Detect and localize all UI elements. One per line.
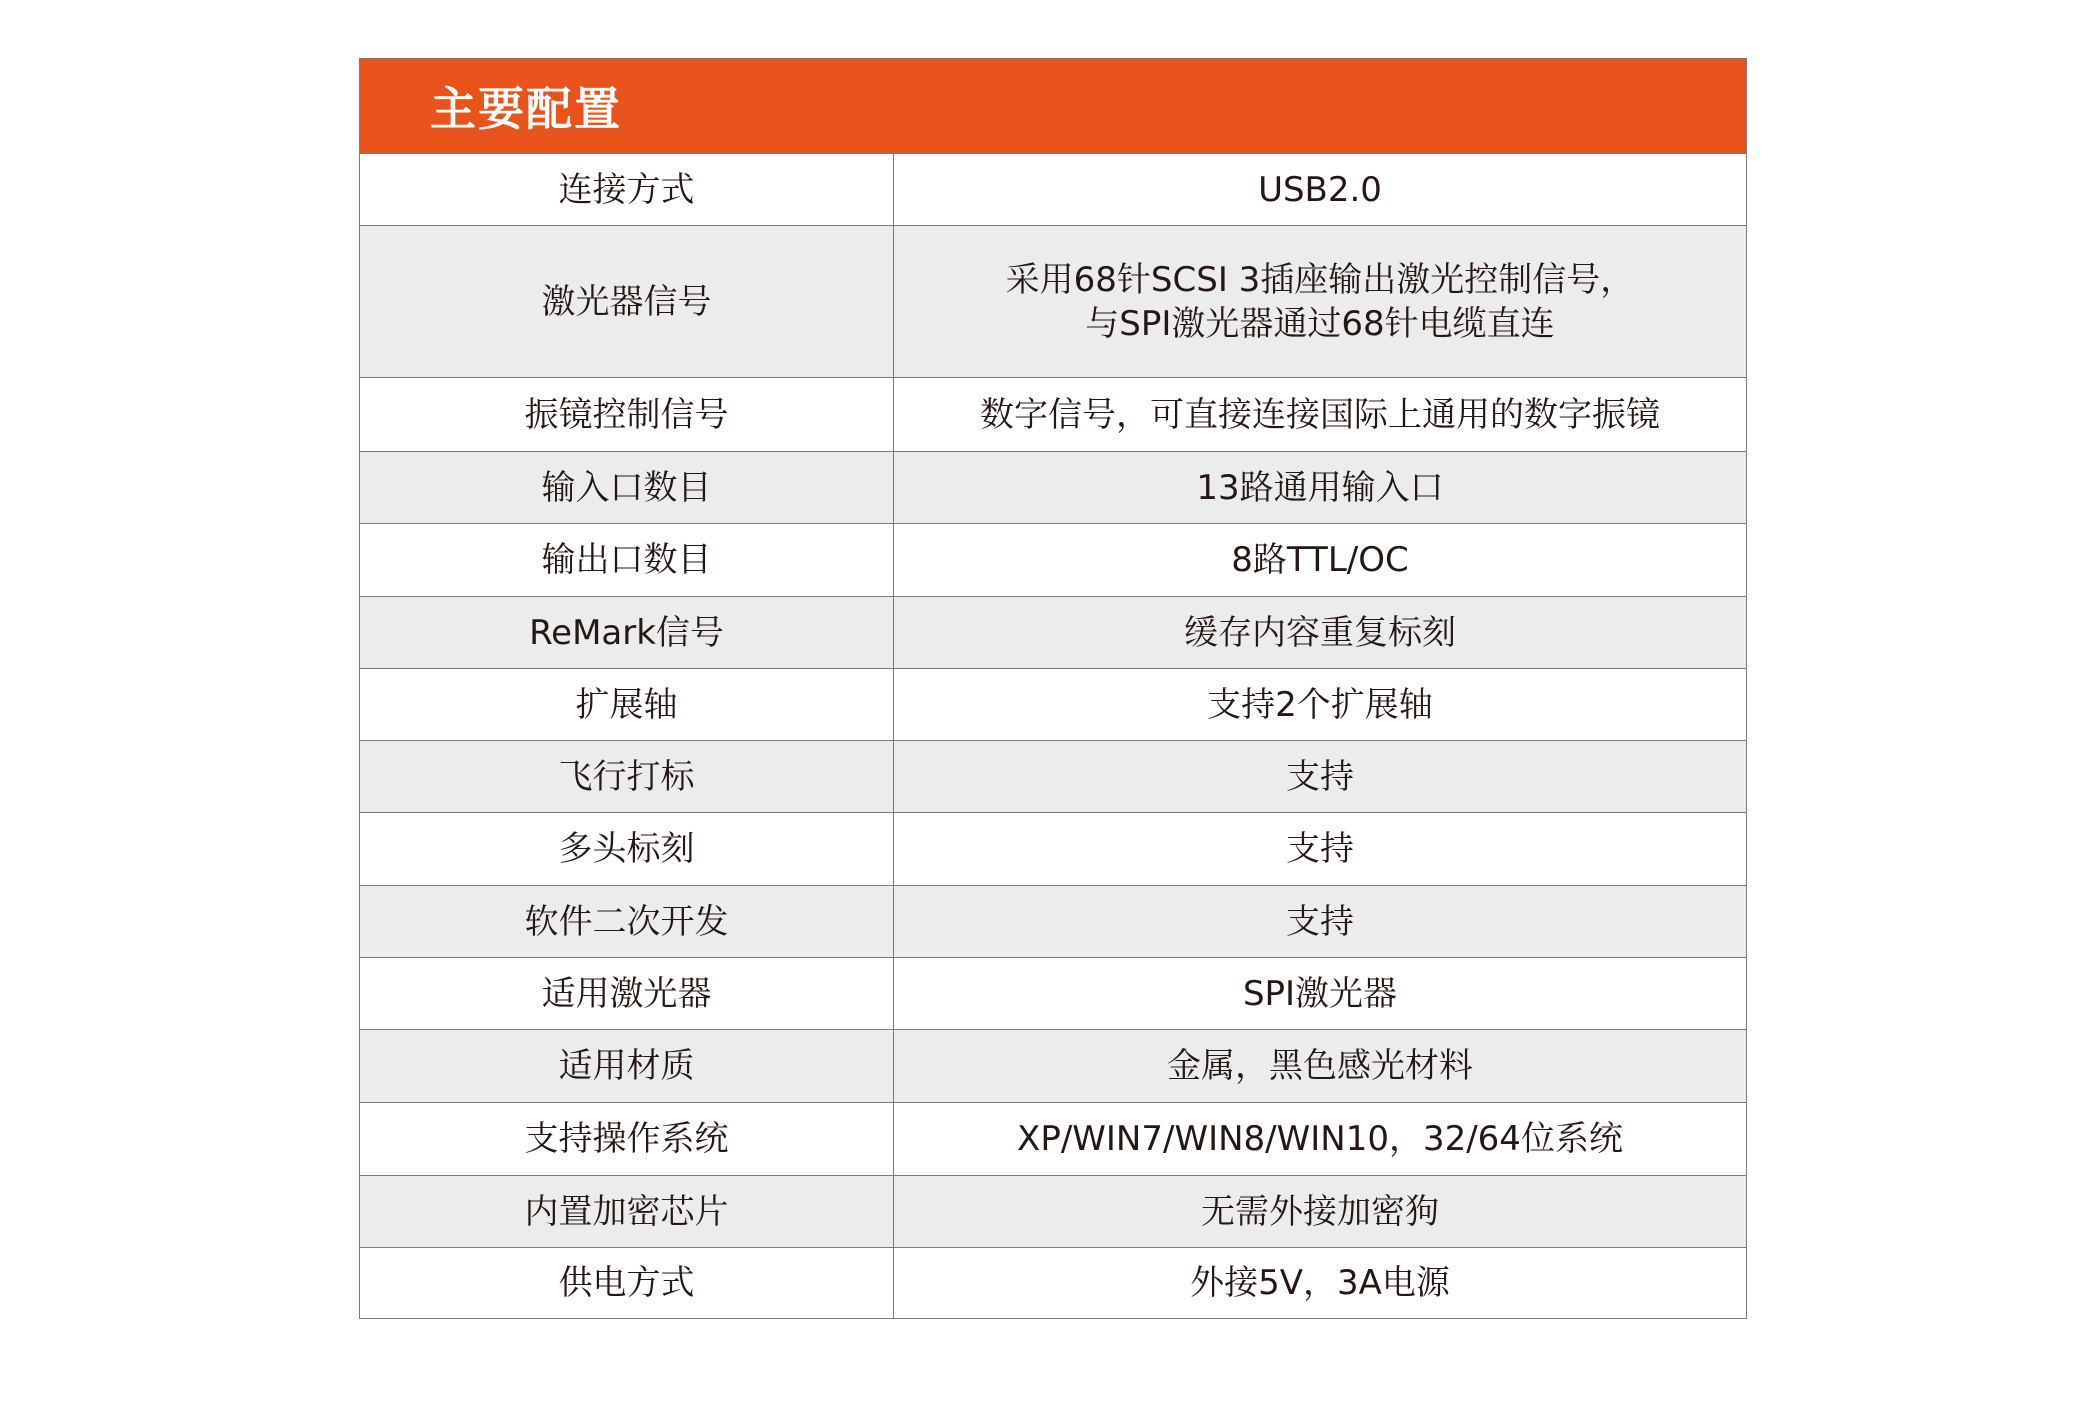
spec-value [894, 226, 1747, 378]
spec-value [894, 1176, 1747, 1248]
spec-label: 输出口数目 [360, 524, 894, 597]
table-row [360, 1103, 1747, 1176]
spec-value-line: 支持 [1286, 901, 1354, 942]
spec-value-line: 13路通用输入口 [1196, 467, 1444, 508]
spec-value-line: 缓存内容重复标刻 [1184, 612, 1456, 653]
table-row [360, 226, 1747, 378]
spec-label: 多头标刻 [360, 813, 894, 886]
table-row [360, 378, 1747, 452]
table-row [360, 524, 1747, 597]
spec-value [894, 1030, 1747, 1103]
spec-value [894, 597, 1747, 669]
spec-value-line: 金属，黑色感光材料 [1167, 1046, 1473, 1086]
spec-label: ReMark信号 [360, 597, 894, 669]
spec-value [894, 524, 1747, 597]
spec-value [894, 813, 1747, 886]
table-row [360, 813, 1747, 886]
spec-label: 供电方式 [360, 1248, 894, 1319]
table-row [360, 597, 1747, 669]
spec-value-line: 8路TTL/OC [1231, 540, 1409, 580]
table-row [360, 669, 1747, 741]
table-row [360, 1030, 1747, 1103]
spec-table [359, 58, 1747, 1319]
spec-value-line: 与SPI激光器通过68针电缆直连 [1085, 303, 1555, 344]
table-row [360, 886, 1747, 958]
spec-value [894, 669, 1747, 741]
spec-label: 扩展轴 [360, 669, 894, 741]
spec-value-line: 外接5V，3A电源 [1190, 1263, 1450, 1303]
spec-body [360, 154, 1747, 1319]
spec-value-line: XP/WIN7/WIN8/WIN10，32/64位系统 [1017, 1119, 1623, 1159]
table-row [360, 452, 1747, 524]
spec-value-line: 支持2个扩展轴 [1207, 684, 1433, 725]
spec-label: 连接方式 [360, 154, 894, 226]
spec-value-line: 支持 [1286, 756, 1354, 797]
table-row [360, 958, 1747, 1030]
spec-label: 适用材质 [360, 1030, 894, 1103]
table-row [360, 741, 1747, 813]
spec-label: 激光器信号 [360, 226, 894, 378]
table-row [360, 1176, 1747, 1248]
spec-label: 飞行打标 [360, 741, 894, 813]
table-title: 主要配置 [430, 82, 622, 136]
spec-label: 输入口数目 [360, 452, 894, 524]
spec-value [894, 378, 1747, 452]
spec-label: 适用激光器 [360, 958, 894, 1030]
spec-value-line: 采用68针SCSI 3插座输出激光控制信号， [1005, 259, 1635, 300]
spec-value-line: 支持 [1286, 829, 1354, 869]
spec-label: 支持操作系统 [360, 1103, 894, 1176]
spec-label: 振镜控制信号 [360, 378, 894, 452]
table-row [360, 1248, 1747, 1319]
table-row [360, 154, 1747, 226]
spec-value [894, 958, 1747, 1030]
spec-value [894, 1248, 1747, 1319]
spec-value-line: 数字信号，可直接连接国际上通用的数字振镜 [980, 394, 1660, 435]
spec-label: 软件二次开发 [360, 886, 894, 958]
spec-value-line: SPI激光器 [1242, 973, 1398, 1014]
table-header [359, 58, 1747, 153]
spec-value [894, 1103, 1747, 1176]
spec-value [894, 452, 1747, 524]
spec-value [894, 154, 1747, 226]
spec-grid [359, 153, 1747, 1319]
spec-label: 内置加密芯片 [360, 1176, 894, 1248]
spec-value [894, 886, 1747, 958]
spec-value-line: 无需外接加密狗 [1201, 1191, 1439, 1232]
spec-value-line: USB2.0 [1258, 169, 1382, 210]
spec-value [894, 741, 1747, 813]
